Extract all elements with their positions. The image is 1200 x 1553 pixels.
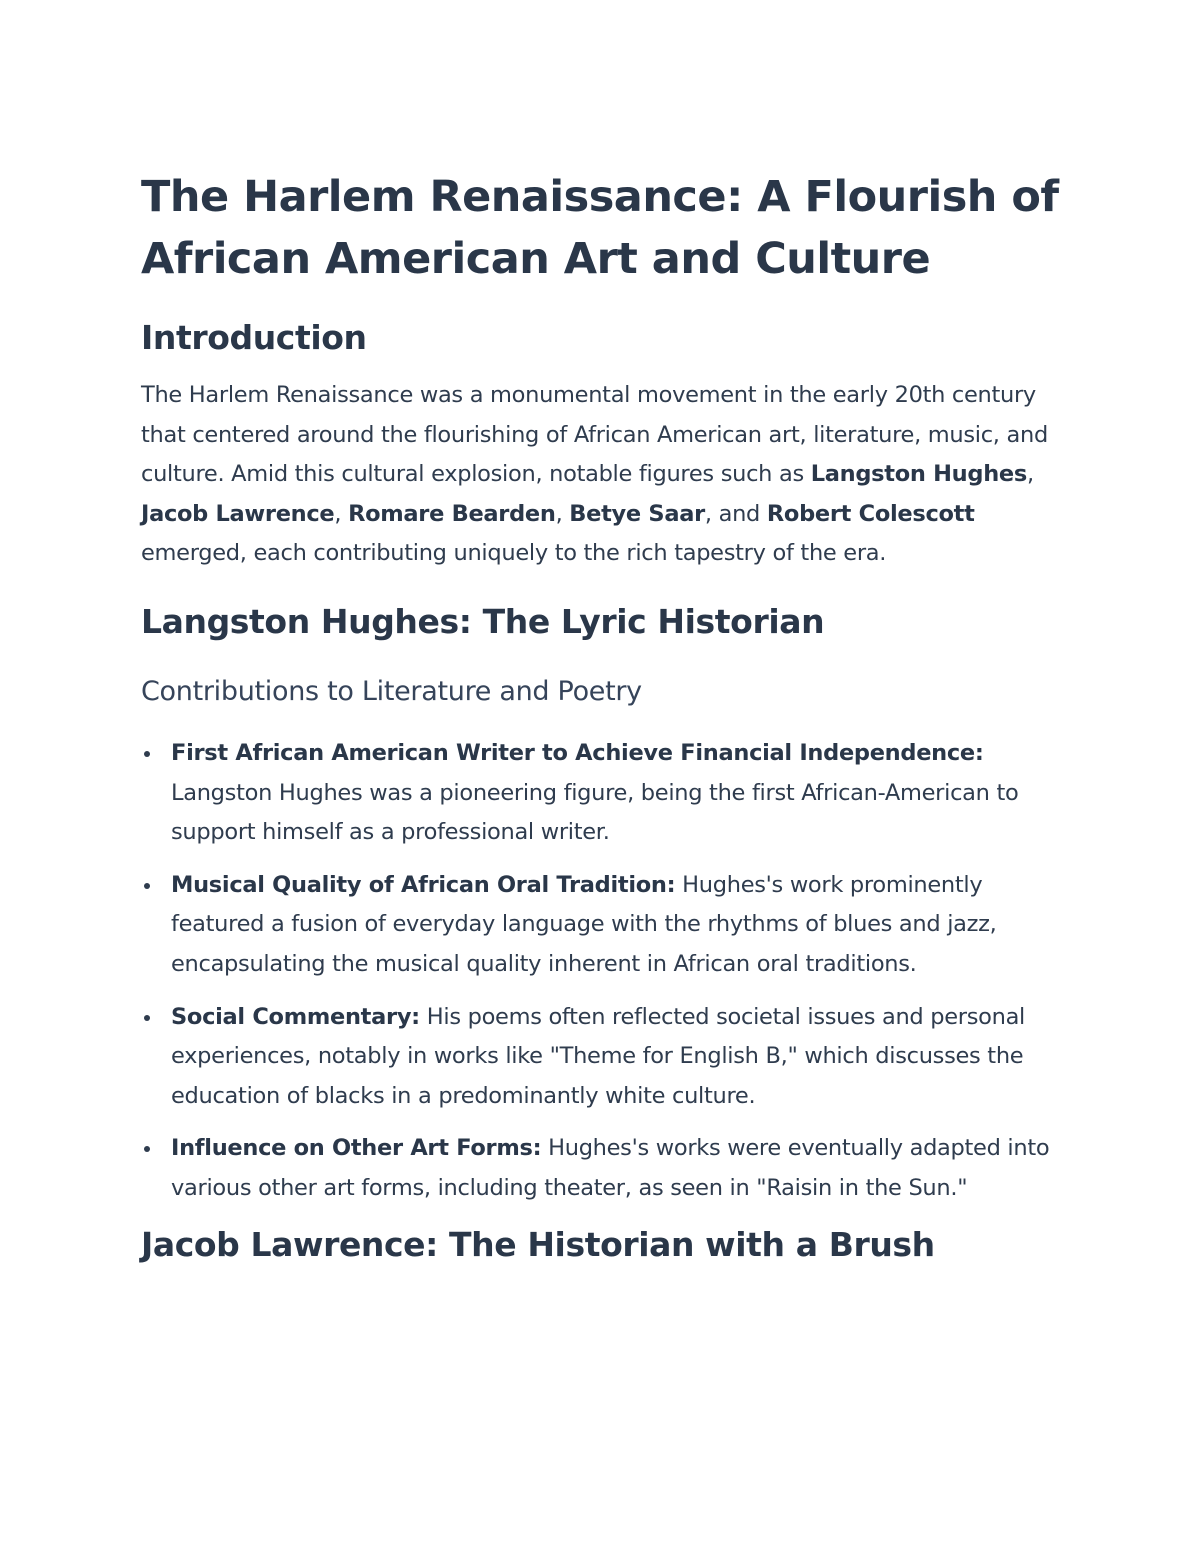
intro-separator: , bbox=[1026, 461, 1034, 488]
bullet-icon bbox=[144, 751, 150, 757]
name-romare-bearden: Romare Bearden bbox=[348, 500, 556, 527]
intro-separator: , bbox=[334, 500, 349, 527]
name-jacob-lawrence: Jacob Lawrence bbox=[141, 500, 335, 527]
introduction-paragraph bbox=[141, 376, 1071, 574]
list-item-label: Musical Quality of African Oral Tradition: bbox=[171, 871, 676, 898]
document-title: The Harlem Renaissance: A Flourish of African American Art and Culture bbox=[141, 172, 1059, 284]
intro-text-end: emerged, each contributing uniquely to the rich tapestry of the era. bbox=[141, 540, 887, 567]
list-item-text: Hughes's works were eventually adapted into various other art forms, including theater, as seen in "Raisin in the Sun." bbox=[171, 1135, 1050, 1201]
list-item-label: First African American Writer to Achieve Financial Independence: bbox=[171, 739, 984, 766]
list-item bbox=[141, 734, 1071, 853]
intro-text-start: The Harlem Renaissance was a monumental movement in the early 20th century that centered around the flourishing of African American art, literature, music, and culture. Amid this cultural explosion, notable figures such as bbox=[141, 382, 1048, 488]
list-item-text: Hughes's work prominently featured a fusion of everyday language with the rhythms of blues and jazz, encapsulating the musical quality inherent in African oral traditions. bbox=[171, 871, 997, 977]
intro-separator: , bbox=[555, 500, 570, 527]
list-item bbox=[141, 1129, 1071, 1208]
list-item-text: Langston Hughes was a pioneering figure, being the first African-American to support himself as a professional writer. bbox=[171, 779, 1019, 846]
document-page bbox=[141, 166, 1071, 1267]
list-item-label: Influence on Other Art Forms: bbox=[171, 1135, 542, 1162]
hughes-section-heading: Langston Hughes: The Lyric Historian bbox=[141, 601, 825, 641]
hughes-subheading: Contributions to Literature and Poetry bbox=[141, 675, 642, 707]
list-item bbox=[141, 866, 1071, 985]
introduction-heading: Introduction bbox=[141, 318, 367, 357]
lawrence-section-heading: Jacob Lawrence: The Historian with a Brush bbox=[141, 1224, 935, 1264]
bullet-icon bbox=[144, 883, 150, 889]
list-item bbox=[141, 998, 1071, 1117]
intro-separator: , and bbox=[704, 500, 767, 527]
name-robert-colescott: Robert Colescott bbox=[766, 500, 975, 527]
list-item-label: Social Commentary: bbox=[171, 1003, 420, 1030]
hughes-contributions-list bbox=[141, 734, 1071, 1209]
name-betye-saar: Betye Saar bbox=[569, 500, 705, 527]
list-item-text: His poems often reflected societal issues and personal experiences, notably in works like "Theme for English B," which discusses the education of blacks in a predominantly white culture. bbox=[171, 1003, 1026, 1109]
bullet-icon bbox=[144, 1015, 150, 1021]
name-langston-hughes: Langston Hughes bbox=[810, 461, 1027, 488]
bullet-icon bbox=[144, 1146, 150, 1152]
